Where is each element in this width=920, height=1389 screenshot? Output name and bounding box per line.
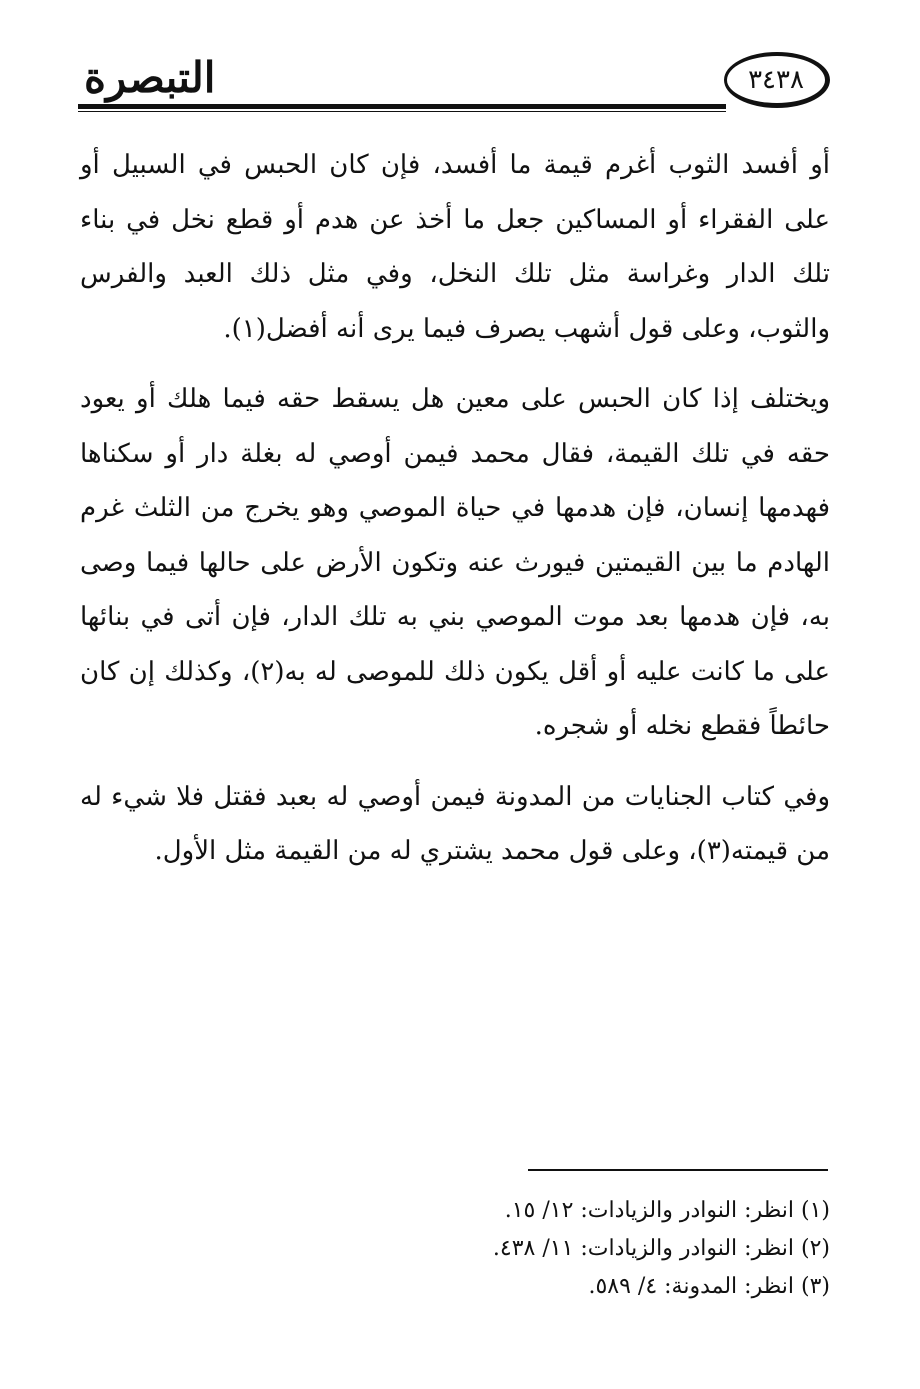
footnote-separator	[528, 1169, 828, 1171]
header-rule-thin	[78, 111, 726, 112]
paragraph-3: وفي كتاب الجنايات من المدونة فيمن أوصي له بعبد فقتل فلا شيء له من قيمته(٣)، وعلى قول محمد يشتري له من القيمة مثل الأول.	[80, 781, 830, 866]
footnote-2: (٢) انظر: النوادر والزيادات: ١١/ ٤٣٨.	[492, 1236, 830, 1261]
page-number-badge	[724, 52, 830, 108]
header-rule	[78, 104, 726, 109]
page-header	[78, 40, 830, 120]
book-title: التبصرة	[84, 53, 216, 102]
footnote-3: (٣) انظر: المدونة: ٤/ ٥٨٩.	[588, 1274, 830, 1299]
page-number: ٣٤٣٨	[748, 64, 804, 95]
paragraph-1: أو أفسد الثوب أغرم قيمة ما أفسد، فإن كان الحبس في السبيل أو على الفقراء أو المساكين جعل ما أخذ عن هدم أو قطع نخل في بناء تلك الدار وغراسة مثل تلك النخل، وفي مثل ذلك العبد والفرس والثوب، وعلى قول أشهب يصرف فيما يرى أنه أفضل(١).	[80, 150, 830, 344]
paragraph-2: ويختلف إذا كان الحبس على معين هل يسقط حقه فيما هلك أو يعود حقه في تلك القيمة، فقال محمد فيمن أوصي له بغلة دار أو سكناها فهدمها إنسان، فإن هدمها في حياة الموصي وهو يخرج من الثلث غرم الهادم ما بين القيمتين فيورث عنه وتكون الأرض على حالها فيما وصى به، فإن هدمها بعد موت الموصي بني به تلك الدار، فإن أتى في بنائها على ما كانت عليه أو أقل يكون ذلك للموصى له به(٢)، وكذلك إن كان حائطاً فقطع نخله أو شجره.	[80, 384, 830, 741]
footnotes	[90, 1192, 830, 1306]
footnote-1: (١) انظر: النوادر والزيادات: ١٢/ ١٥.	[504, 1198, 830, 1223]
main-text	[80, 138, 830, 879]
